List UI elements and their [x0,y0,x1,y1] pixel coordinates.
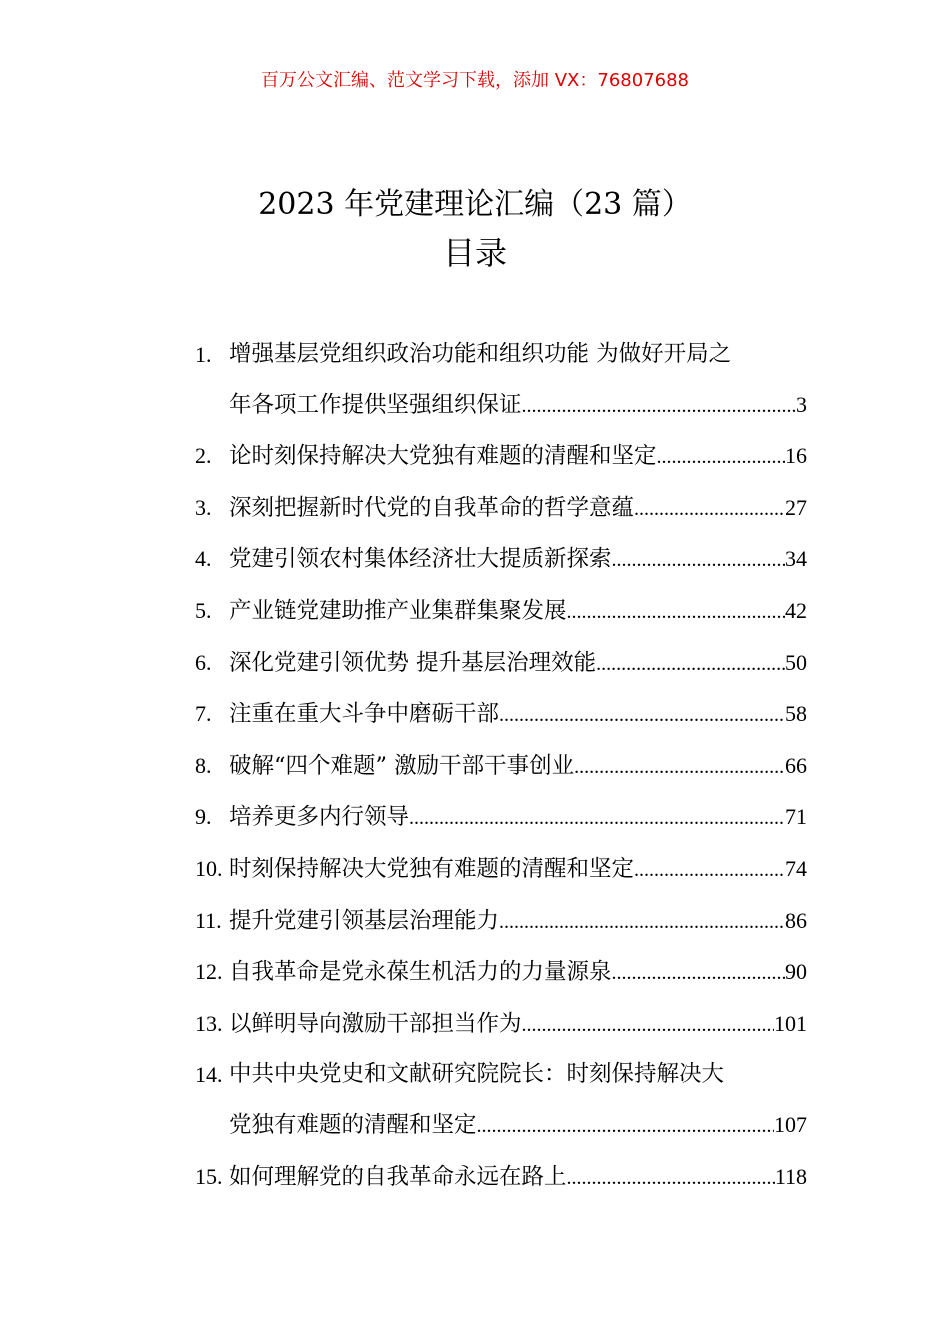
toc-entry[interactable] [195,534,807,586]
toc-entry-title: 注重在重大斗争中磨砺干部 [229,701,500,728]
toc-entry-number: 12. [195,959,223,985]
toc-entry-title: 党独有难题的清醒和坚定 [229,1111,477,1138]
toc-entry-body [229,792,807,844]
toc-entry-title: 深刻把握新时代党的自我革命的哲学意蕴 [229,494,635,521]
toc-entry-line [229,431,807,483]
toc-page-number: 107 [774,1111,807,1137]
toc-entry-title: 提升党建引领基层治理能力 [229,907,500,934]
toc-entry-number: 6. [195,649,212,675]
toc-page-number: 71 [785,804,807,830]
toc-entry-title: 破解“四个难题” 激励干部干事创业 [229,752,575,779]
toc-dot-leader [499,898,785,948]
toc-entry-body [229,330,807,431]
toc-entry-title: 时刻保持解决大党独有难题的清醒和坚定 [229,855,635,882]
toc-entry-line [229,534,807,586]
toc-entry-title: 以鲜明导向激励干部担当作为 [229,1010,522,1037]
toc-entry-number: 7. [195,701,212,727]
toc-entry-body [229,534,807,586]
toc-entry-title: 产业链党建助推产业集群集聚发展 [229,597,567,624]
toc-entry-line [229,792,807,844]
toc-entry-body [229,947,807,999]
toc-entry-line [229,689,807,741]
toc-entry-body [229,896,807,948]
document-title: 2023 年党建理论汇编（23 篇） [258,187,692,222]
toc-dot-leader [634,846,785,896]
toc-dot-leader [612,536,785,586]
toc-entry[interactable] [195,330,807,431]
toc-entry[interactable] [195,689,807,741]
toc-entry-line [229,330,807,380]
toc-entry-line [229,844,807,896]
toc-page-number: 42 [785,597,807,623]
toc-entry-line [229,1152,807,1204]
toc-entry-number: 11. [195,907,222,933]
toc-entry[interactable] [195,431,807,483]
toc-entry-title: 自我革命是党永葆生机活力的力量源泉 [229,959,612,986]
toc-entry-title: 党建引领农村集体经济壮大提质新探索 [229,546,612,573]
toc-page-number: 50 [785,649,807,675]
toc-entry-line [229,947,807,999]
toc-entry-title: 深化党建引领优势 提升基层治理效能 [229,649,597,676]
toc-entry[interactable] [195,896,807,948]
toc-entry-line [229,741,807,793]
toc-entry-body [229,999,807,1051]
toc-entry-number: 10. [195,855,223,881]
toc-entry[interactable] [195,586,807,638]
toc-entry-number: 14. [195,1062,223,1088]
toc-entry-body [229,431,807,483]
toc-entry-line [229,896,807,948]
toc-page-number: 3 [796,391,807,417]
toc-entry-number: 1. [195,342,212,367]
toc-entry-number: 5. [195,597,212,623]
toc-entry-title: 增强基层党组织政治功能和组织功能 为做好开局之 [229,341,732,367]
toc-entry-body [229,844,807,896]
toc-entry[interactable] [195,999,807,1051]
toc-entry-number: 9. [195,804,212,830]
toc-page-number: 86 [785,907,807,933]
toc-dot-leader [612,949,785,999]
header-banner: 百万公文汇编、范文学习下载，添加 VX：76807688 [261,70,689,91]
toc-entry-body [229,1050,807,1151]
toc-entry[interactable] [195,1050,807,1151]
toc-dot-leader [657,433,785,483]
toc-entry-number: 13. [195,1010,223,1036]
toc-dot-leader [499,691,785,741]
toc-entry-body [229,586,807,638]
toc-entry[interactable] [195,1152,807,1204]
toc-entry[interactable] [195,947,807,999]
toc-entry-title: 论时刻保持解决大党独有难题的清醒和坚定 [229,443,657,470]
toc-entry-title: 培养更多内行领导 [229,804,410,831]
toc-entry-title: 中共中央党史和文献研究院院长：时刻保持解决大 [229,1061,725,1088]
toc-dot-leader [574,743,785,793]
document-subtitle: 目录 [442,234,507,272]
toc-entry[interactable] [195,741,807,793]
toc-page-number: 16 [785,443,807,469]
toc-dot-leader [567,588,785,638]
toc-dot-leader [522,382,796,432]
toc-entry-title: 如何理解党的自我革命永远在路上 [229,1163,567,1190]
toc-entry[interactable] [195,792,807,844]
toc-page-number: 66 [785,752,807,778]
toc-entry-number: 15. [195,1163,223,1189]
toc-entry-body [229,483,807,535]
toc-entry-line [229,638,807,690]
toc-entry[interactable] [195,638,807,690]
toc-dot-leader [477,1102,774,1152]
toc-dot-leader [596,640,785,690]
table-of-contents [195,330,807,1203]
toc-entry[interactable] [195,483,807,535]
toc-entry-line [229,1050,807,1100]
toc-page-number: 101 [774,1010,807,1036]
toc-page-number: 34 [785,546,807,572]
toc-entry-line [229,380,807,432]
toc-entry-body [229,689,807,741]
toc-entry-title: 年各项工作提供坚强组织保证 [229,391,522,418]
toc-page-number: 74 [785,855,807,881]
toc-entry-line [229,586,807,638]
toc-dot-leader [567,1154,775,1204]
toc-dot-leader [634,485,785,535]
toc-entry-number: 8. [195,752,212,778]
toc-page-number: 90 [785,959,807,985]
toc-page-number: 58 [785,701,807,727]
toc-page-number: 27 [785,494,807,520]
toc-dot-leader [409,794,785,844]
toc-page-number: 118 [774,1163,807,1189]
toc-entry-number: 2. [195,443,212,469]
toc-entry-body [229,741,807,793]
toc-entry-body [229,1152,807,1204]
toc-entry-line [229,999,807,1051]
toc-entry[interactable] [195,844,807,896]
toc-entry-line [229,1100,807,1152]
toc-entry-body [229,638,807,690]
toc-dot-leader [522,1001,774,1051]
toc-entry-number: 3. [195,494,212,520]
toc-entry-number: 4. [195,546,212,572]
toc-entry-line [229,483,807,535]
